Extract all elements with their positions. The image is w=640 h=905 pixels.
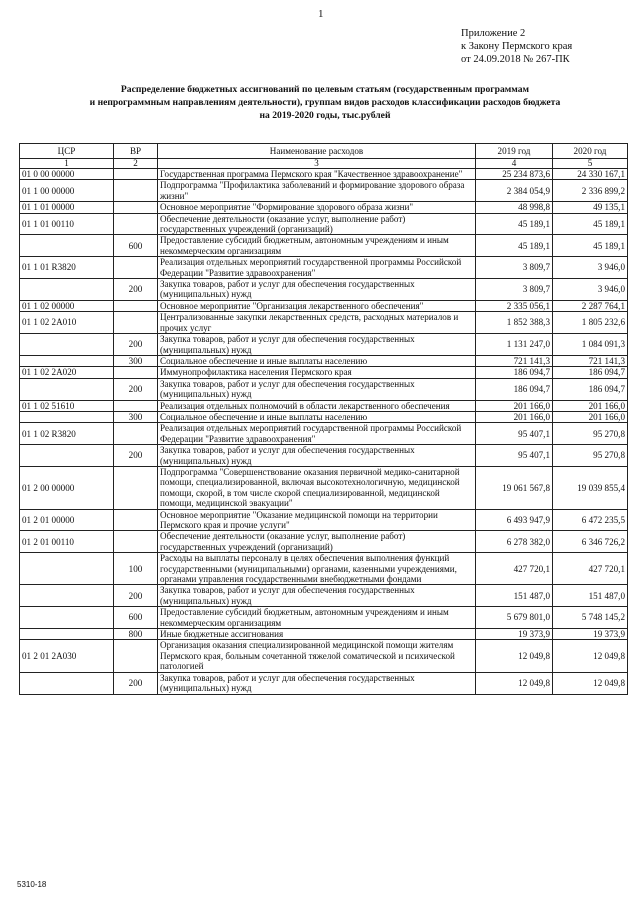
index-cell: 1 xyxy=(20,159,114,169)
row-vr-code: 200 xyxy=(114,334,158,356)
table-index-row xyxy=(20,159,628,169)
row-value-2019: 6 493 947,9 xyxy=(476,509,553,531)
footer-code: 5310-18 xyxy=(17,880,47,889)
row-expense-name: Основное мероприятие "Организация лекарственного обеспечения" xyxy=(158,300,476,311)
row-csr-code xyxy=(20,411,114,422)
index-cell: 4 xyxy=(476,159,553,169)
row-expense-name: Реализация отдельных полномочий в области лекарственного обеспечения xyxy=(158,400,476,411)
table-row xyxy=(20,553,628,585)
row-value-2019: 201 166,0 xyxy=(476,400,553,411)
row-vr-code xyxy=(114,367,158,378)
header-csr: ЦСР xyxy=(20,144,114,159)
title-line: на 2019-2020 годы, тыс.рублей xyxy=(259,110,391,121)
row-vr-code: 600 xyxy=(114,235,158,257)
row-value-2019: 3 809,7 xyxy=(476,257,553,279)
row-expense-name: Основное мероприятие "Оказание медицинской помощи на территории Пермского края и прочие услуги" xyxy=(158,509,476,531)
row-expense-name: Основное мероприятие "Формирование здорового образа жизни" xyxy=(158,202,476,213)
table-row xyxy=(20,312,628,334)
row-csr-code: 01 1 02 2А020 xyxy=(20,367,114,378)
row-expense-name: Подпрограмма "Совершенствование оказания первичной медико-санитарной помощи, специализированной, включая высокотехнологичную, медицинской помощи, скорой, в том числе скорой специализированной, медицинской помощи, медицинской эвакуации" xyxy=(158,466,476,509)
row-expense-name: Обеспечение деятельности (оказание услуг, выполнение работ) государственных учреждений (организаций) xyxy=(158,213,476,235)
row-expense-name: Государственная программа Пермского края "Качественное здравоохранение" xyxy=(158,169,476,180)
row-vr-code xyxy=(114,531,158,553)
row-csr-code: 01 1 02 51610 xyxy=(20,400,114,411)
row-value-2020: 5 748 145,2 xyxy=(553,607,628,629)
table-row xyxy=(20,466,628,509)
row-value-2019: 1 131 247,0 xyxy=(476,334,553,356)
row-csr-code: 01 1 02 00000 xyxy=(20,300,114,311)
table-row xyxy=(20,334,628,356)
table-row xyxy=(20,213,628,235)
row-value-2020: 45 189,1 xyxy=(553,213,628,235)
row-expense-name: Реализация отдельных мероприятий государственной программы Российской Федерации "Развитие здравоохранения" xyxy=(158,257,476,279)
row-value-2020: 12 049,8 xyxy=(553,640,628,672)
table-row xyxy=(20,423,628,445)
row-value-2019: 48 998,8 xyxy=(476,202,553,213)
row-value-2019: 95 407,1 xyxy=(476,423,553,445)
row-csr-code: 01 2 01 2А030 xyxy=(20,640,114,672)
row-value-2020: 201 166,0 xyxy=(553,400,628,411)
appendix-line: Приложение 2 xyxy=(461,28,526,39)
row-csr-code: 01 1 01 R3820 xyxy=(20,257,114,279)
budget-table-body xyxy=(20,169,628,695)
row-csr-code: 01 2 01 00000 xyxy=(20,509,114,531)
row-vr-code xyxy=(114,312,158,334)
header-2020: 2020 год xyxy=(553,144,628,159)
row-csr-code: 01 1 01 00000 xyxy=(20,202,114,213)
row-expense-name: Социальное обеспечение и иные выплаты населению xyxy=(158,355,476,366)
row-value-2020: 19 373,9 xyxy=(553,629,628,640)
row-value-2020: 186 094,7 xyxy=(553,367,628,378)
table-row xyxy=(20,445,628,467)
table-row xyxy=(20,509,628,531)
row-vr-code: 100 xyxy=(114,553,158,585)
row-csr-code: 01 1 02 2А010 xyxy=(20,312,114,334)
row-csr-code xyxy=(20,355,114,366)
row-expense-name: Закупка товаров, работ и услуг для обеспечения государственных (муниципальных) нужд xyxy=(158,279,476,301)
row-value-2019: 201 166,0 xyxy=(476,411,553,422)
table-row xyxy=(20,180,628,202)
row-value-2019: 12 049,8 xyxy=(476,672,553,694)
appendix-line: от 24.09.2018 № 267-ПК xyxy=(461,54,570,65)
row-csr-code: 01 2 01 00110 xyxy=(20,531,114,553)
row-value-2019: 6 278 382,0 xyxy=(476,531,553,553)
table-row xyxy=(20,629,628,640)
row-vr-code xyxy=(114,169,158,180)
row-vr-code xyxy=(114,423,158,445)
row-csr-code: 01 1 01 00110 xyxy=(20,213,114,235)
row-vr-code: 300 xyxy=(114,411,158,422)
row-vr-code: 200 xyxy=(114,672,158,694)
row-vr-code: 200 xyxy=(114,445,158,467)
row-csr-code xyxy=(20,585,114,607)
row-value-2020: 45 189,1 xyxy=(553,235,628,257)
row-expense-name: Подпрограмма "Профилактика заболеваний и формирование здорового образа жизни" xyxy=(158,180,476,202)
header-2019: 2019 год xyxy=(476,144,553,159)
table-row xyxy=(20,169,628,180)
row-csr-code xyxy=(20,607,114,629)
row-vr-code: 200 xyxy=(114,585,158,607)
row-csr-code xyxy=(20,279,114,301)
row-expense-name: Закупка товаров, работ и услуг для обеспечения государственных (муниципальных) нужд xyxy=(158,334,476,356)
row-vr-code xyxy=(114,509,158,531)
row-value-2020: 3 946,0 xyxy=(553,257,628,279)
index-cell: 5 xyxy=(553,159,628,169)
table-row xyxy=(20,585,628,607)
table-row xyxy=(20,367,628,378)
row-vr-code xyxy=(114,640,158,672)
row-csr-code xyxy=(20,629,114,640)
row-expense-name: Иммунопрофилактика населения Пермского края xyxy=(158,367,476,378)
row-value-2020: 721 141,3 xyxy=(553,355,628,366)
table-row xyxy=(20,378,628,400)
row-vr-code xyxy=(114,300,158,311)
row-value-2019: 95 407,1 xyxy=(476,445,553,467)
row-vr-code xyxy=(114,466,158,509)
row-vr-code xyxy=(114,257,158,279)
table-row xyxy=(20,235,628,257)
row-expense-name: Предоставление субсидий бюджетным, автономным учреждениям и иным некоммерческим организациям xyxy=(158,607,476,629)
row-value-2019: 3 809,7 xyxy=(476,279,553,301)
row-expense-name: Закупка товаров, работ и услуг для обеспечения государственных (муниципальных) нужд xyxy=(158,378,476,400)
row-value-2020: 201 166,0 xyxy=(553,411,628,422)
row-csr-code xyxy=(20,553,114,585)
title-line: Распределение бюджетных ассигнований по целевым статьям (государственным программам xyxy=(120,84,530,95)
row-value-2020: 2 336 899,2 xyxy=(553,180,628,202)
row-csr-code xyxy=(20,235,114,257)
row-value-2019: 151 487,0 xyxy=(476,585,553,607)
row-vr-code: 200 xyxy=(114,378,158,400)
page-number: 1 xyxy=(318,8,324,20)
row-csr-code: 01 0 00 00000 xyxy=(20,169,114,180)
row-value-2020: 151 487,0 xyxy=(553,585,628,607)
row-expense-name: Закупка товаров, работ и услуг для обеспечения государственных (муниципальных) нужд xyxy=(158,445,476,467)
table-row xyxy=(20,355,628,366)
row-vr-code xyxy=(114,180,158,202)
table-row xyxy=(20,531,628,553)
row-value-2019: 19 373,9 xyxy=(476,629,553,640)
table-row xyxy=(20,672,628,694)
row-value-2020: 2 287 764,1 xyxy=(553,300,628,311)
row-value-2019: 721 141,3 xyxy=(476,355,553,366)
table-row xyxy=(20,300,628,311)
row-value-2020: 3 946,0 xyxy=(553,279,628,301)
row-value-2020: 1 084 091,3 xyxy=(553,334,628,356)
row-value-2020: 6 472 235,5 xyxy=(553,509,628,531)
row-vr-code: 300 xyxy=(114,355,158,366)
row-expense-name: Обеспечение деятельности (оказание услуг, выполнение работ) государственных учреждений (организаций) xyxy=(158,531,476,553)
row-csr-code xyxy=(20,445,114,467)
header-vr: ВР xyxy=(114,144,158,159)
table-row xyxy=(20,640,628,672)
row-vr-code xyxy=(114,202,158,213)
appendix-block xyxy=(461,27,572,66)
row-csr-code: 01 2 00 00000 xyxy=(20,466,114,509)
row-value-2019: 12 049,8 xyxy=(476,640,553,672)
row-value-2019: 45 189,1 xyxy=(476,213,553,235)
row-value-2019: 25 234 873,6 xyxy=(476,169,553,180)
row-expense-name: Предоставление субсидий бюджетным, автономным учреждениям и иным некоммерческим организациям xyxy=(158,235,476,257)
document-title xyxy=(60,83,590,122)
header-name: Наименование расходов xyxy=(158,144,476,159)
row-csr-code: 01 1 00 00000 xyxy=(20,180,114,202)
table-row xyxy=(20,400,628,411)
row-csr-code xyxy=(20,334,114,356)
row-value-2019: 5 679 801,0 xyxy=(476,607,553,629)
row-value-2020: 95 270,8 xyxy=(553,445,628,467)
row-vr-code: 200 xyxy=(114,279,158,301)
row-expense-name: Закупка товаров, работ и услуг для обеспечения государственных (муниципальных) нужд xyxy=(158,672,476,694)
row-value-2020: 95 270,8 xyxy=(553,423,628,445)
row-value-2020: 6 346 726,2 xyxy=(553,531,628,553)
table-row xyxy=(20,279,628,301)
table-row xyxy=(20,411,628,422)
row-value-2019: 2 384 054,9 xyxy=(476,180,553,202)
row-value-2020: 1 805 232,6 xyxy=(553,312,628,334)
row-vr-code: 800 xyxy=(114,629,158,640)
row-value-2020: 24 330 167,1 xyxy=(553,169,628,180)
appendix-line: к Закону Пермского края xyxy=(461,41,573,52)
row-expense-name: Централизованные закупки лекарственных средств, расходных материалов и прочих услуг xyxy=(158,312,476,334)
row-value-2020: 12 049,8 xyxy=(553,672,628,694)
row-vr-code xyxy=(114,213,158,235)
table-row xyxy=(20,257,628,279)
row-vr-code xyxy=(114,400,158,411)
row-value-2019: 186 094,7 xyxy=(476,367,553,378)
row-value-2020: 49 135,1 xyxy=(553,202,628,213)
row-value-2020: 186 094,7 xyxy=(553,378,628,400)
table-header-row xyxy=(20,144,628,159)
row-value-2019: 427 720,1 xyxy=(476,553,553,585)
row-value-2020: 19 039 855,4 xyxy=(553,466,628,509)
row-value-2019: 45 189,1 xyxy=(476,235,553,257)
budget-table xyxy=(19,143,628,695)
row-value-2019: 1 852 388,3 xyxy=(476,312,553,334)
row-csr-code xyxy=(20,378,114,400)
index-cell: 3 xyxy=(158,159,476,169)
row-csr-code: 01 1 02 R3820 xyxy=(20,423,114,445)
row-expense-name: Расходы на выплаты персоналу в целях обеспечения выполнения функций государственными (муниципальными) органами, казенными учреждениями, органами управления государственными внебюджетными фондами xyxy=(158,553,476,585)
row-expense-name: Закупка товаров, работ и услуг для обеспечения государственных (муниципальных) нужд xyxy=(158,585,476,607)
row-csr-code xyxy=(20,672,114,694)
row-value-2020: 427 720,1 xyxy=(553,553,628,585)
row-vr-code: 600 xyxy=(114,607,158,629)
title-line: и непрограммным направлениям деятельности), группам видов расходов классификации расходов бюджета xyxy=(89,97,561,108)
row-value-2019: 2 335 056,1 xyxy=(476,300,553,311)
table-row xyxy=(20,202,628,213)
index-cell: 2 xyxy=(114,159,158,169)
table-row xyxy=(20,607,628,629)
row-expense-name: Иные бюджетные ассигнования xyxy=(158,629,476,640)
row-expense-name: Реализация отдельных мероприятий государственной программы Российской Федерации "Развитие здравоохранения" xyxy=(158,423,476,445)
row-value-2019: 19 061 567,8 xyxy=(476,466,553,509)
row-expense-name: Социальное обеспечение и иные выплаты населению xyxy=(158,411,476,422)
row-value-2019: 186 094,7 xyxy=(476,378,553,400)
row-expense-name: Организация оказания специализированной медицинской помощи жителям Пермского края, больным сочетанной тяжелой соматической и психической патологией xyxy=(158,640,476,672)
